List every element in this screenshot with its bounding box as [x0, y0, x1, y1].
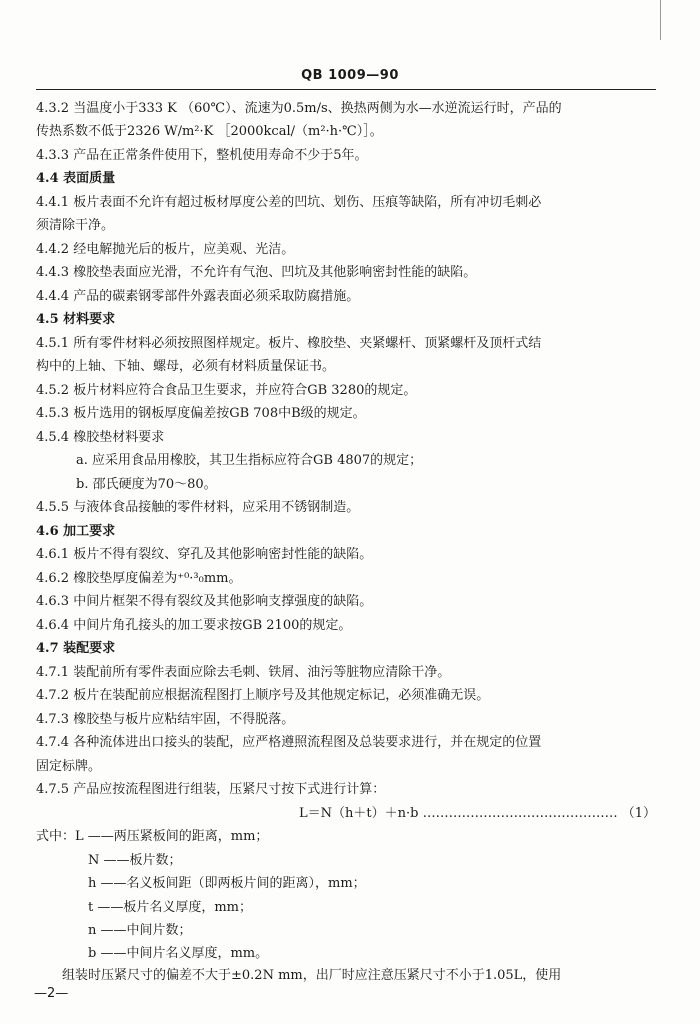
where-b: b ——中间片名义厚度，mm。	[88, 946, 269, 961]
scan-edge-mark	[660, 0, 661, 40]
formula-1: L＝N（h＋t）＋n·b ……………………………………… （1）	[299, 806, 656, 821]
clause-4-4-1-line2: 须清除干净。	[36, 218, 115, 233]
clause-4-3-2-line1: 4.3.2 当温度小于333 K （60℃）、流速为0.5m/s、换热两侧为水—水逆流运行时，产品的	[36, 101, 562, 116]
section-4-5-heading: 4.5 材料要求	[36, 312, 116, 327]
clause-4-7-5: 4.7.5 产品应按流程图进行组装，压紧尺寸按下式进行计算：	[36, 782, 386, 797]
clause-4-7-4-line1: 4.7.4 各种流体进出口接头的装配，应严格遵照流程图及总装要求进行，并在规定的位置	[36, 735, 542, 750]
clause-4-7-4-line2: 固定标牌。	[36, 759, 102, 774]
where-l: 式中：L ——两压紧板间的距离，mm；	[36, 829, 269, 844]
clause-4-5-4-item-a: a. 应采用食品用橡胶，其卫生指标应符合GB 4807的规定；	[76, 453, 423, 468]
clause-4-3-3: 4.3.3 产品在正常条件使用下，整机使用寿命不少于5年。	[36, 148, 368, 163]
assembly-tolerance-text: 组装时压紧尺寸的偏差不大于±0.2N mm，出厂时应注意压紧尺寸不小于1.05L，使用	[62, 968, 562, 983]
header-rule	[36, 89, 656, 90]
clause-4-6-3: 4.6.3 中间片框架不得有裂纹及其他影响支撑强度的缺陷。	[36, 594, 373, 609]
clause-4-4-4: 4.4.4 产品的碳素钢零部件外露表面必须采取防腐措施。	[36, 289, 360, 304]
clause-4-6-1: 4.6.1 板片不得有裂纹、穿孔及其他影响密封性能的缺陷。	[36, 547, 373, 562]
clause-4-5-4-item-b: b. 邵氏硬度为70～80。	[76, 477, 217, 492]
clause-4-5-1-line2: 构中的上轴、下轴、螺母，必须有材料质量保证书。	[36, 359, 336, 374]
clause-4-7-2: 4.7.2 板片在装配前应根据流程图打上顺序号及其他规定标记，必须准确无误。	[36, 688, 490, 703]
clause-4-5-2: 4.5.2 板片材料应符合食品卫生要求，并应符合GB 3280的规定。	[36, 383, 417, 398]
standard-number-header: QB 1009—90	[301, 68, 399, 83]
clause-4-3-2-line2: 传热系数不低于2326 W/m²·K ［2000kcal/（m²·h·℃）］。	[36, 124, 383, 139]
clause-4-4-3: 4.4.3 橡胶垫表面应光滑，不允许有气泡、凹坑及其他影响密封性能的缺陷。	[36, 265, 477, 280]
clause-4-5-3: 4.5.3 板片选用的钢板厚度偏差按GB 708中B级的规定。	[36, 406, 366, 421]
where-t: t ——板片名义厚度，mm；	[88, 900, 253, 915]
clause-4-5-1-line1: 4.5.1 所有零件材料必须按照图样规定。板片、橡胶垫、夹紧螺杆、顶紧螺杆及顶杆式结	[36, 336, 542, 351]
where-n-intermediate: n ——中间片数；	[88, 923, 192, 938]
clause-4-6-4: 4.6.4 中间片角孔接头的加工要求按GB 2100的规定。	[36, 618, 352, 633]
clause-4-5-5: 4.5.5 与液体食品接触的零件材料，应采用不锈钢制造。	[36, 500, 360, 515]
clause-4-4-1-line1: 4.4.1 板片表面不允许有超过板材厚度公差的凹坑、划伤、压痕等缺陷，所有冲切毛刺必	[36, 195, 542, 210]
clause-4-7-1: 4.7.1 装配前所有零件表面应除去毛刺、铁屑、油污等脏物应清除干净。	[36, 665, 451, 680]
clause-4-4-2: 4.4.2 经电解抛光后的板片，应美观、光洁。	[36, 242, 295, 257]
section-4-7-heading: 4.7 装配要求	[36, 641, 116, 656]
clause-4-7-3: 4.7.3 橡胶垫与板片应粘结牢固，不得脱落。	[36, 712, 295, 727]
where-h: h ——名义板间距（即两板片间的距离），mm；	[88, 876, 366, 891]
page-number: —2—	[34, 986, 69, 1001]
clause-4-6-2: 4.6.2 橡胶垫厚度偏差为⁺⁰·³₀mm。	[36, 571, 242, 586]
section-4-6-heading: 4.6 加工要求	[36, 524, 116, 539]
where-n: N ——板片数；	[88, 853, 182, 868]
section-4-4-heading: 4.4 表面质量	[36, 171, 116, 186]
clause-4-5-4: 4.5.4 橡胶垫材料要求	[36, 430, 165, 445]
